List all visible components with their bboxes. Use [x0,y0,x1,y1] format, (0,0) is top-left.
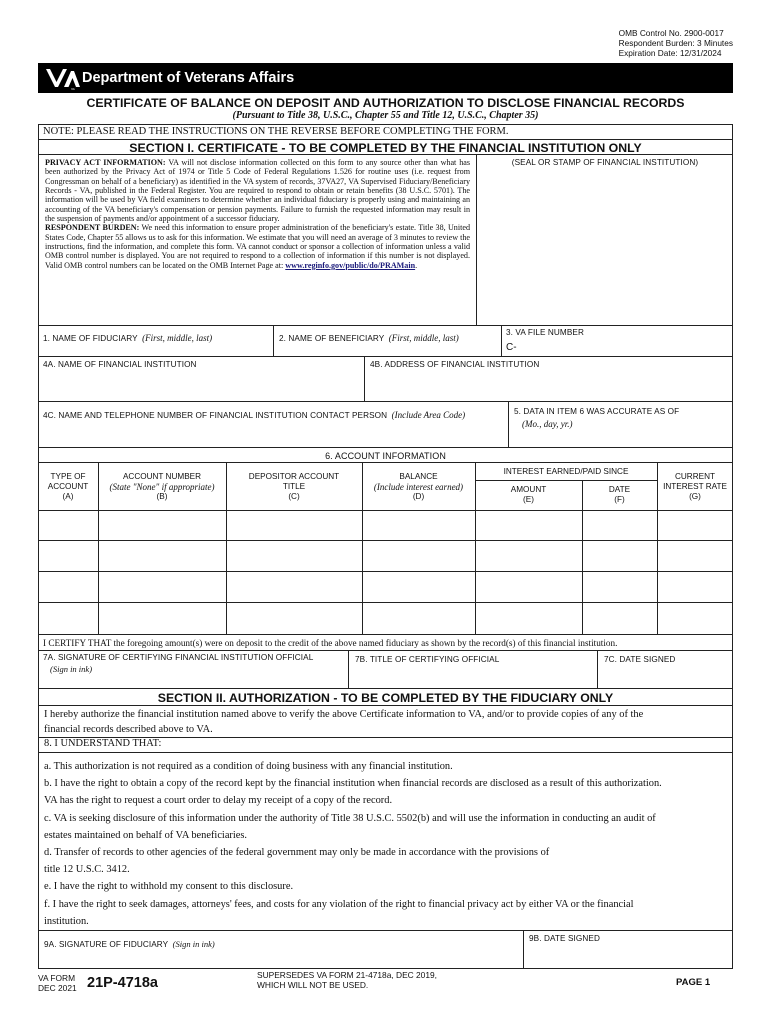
form-subtitle: (Pursuant to Title 38, U.S.C., Chapter 55 and Title 12, U.S.C., Chapter 35) [232,110,539,121]
divider [597,650,598,688]
va-logo-icon [44,66,80,90]
interest-header: INTEREST EARNED/PAID SINCE [503,467,629,476]
col-g-header: CURRENT INTEREST RATE (G) [663,472,727,501]
respondent-burden: Respondent Burden: 3 Minutes [618,38,733,48]
omb-control-number: OMB Control No. 2900-0017 [618,28,724,38]
privacy-act-block: PRIVACY ACT INFORMATION: VA will not disclose information collected on this form to any source other than what has been authorized by the Privacy Act of 1974 or Title 5 Code of Federal Regulations 1.526 for routine uses (i.e. request from Congressman on behalf of a beneficiary) as identified in the VA system of records, 37VA27, VA Supervised Fiduciary/Beneficiary Records - VA, published in the Federal Register. You are required to respond to obtain or retain benefits (38 U.S.C. 5701). The information will be used by VA field examiners to determine whether an individual fiduciary is properly using and maintaining an accounting of the VA beneficiary's compensation or pension payments. Failure to furnish the requested information may result in the suspension of payments and/or appointment of a successor fiduciary. RESPONDENT BURDEN: We need this information to ensure proper administration of the beneficiary's estate. Title 38, United States Code, Chapter 55 allows us to ask for this information. We estimate that you will need an average of 3 minutes to review the instructions, find the information, and complete this form. VA cannot conduct or sponsor a collection of information unless a valid OMB control number is displayed. You are not required to respond to a collection of information if this number is not displayed. Valid OMB control numbers can be located on the OMB Internet Page at: www.reginfo.gov/public/do/PRAMain. [45,158,470,270]
section2-heading-row [38,688,733,706]
page-number: PAGE 1 [676,977,711,988]
expiration-date: Expiration Date: 12/31/2024 [618,48,722,58]
section1-heading: SECTION I. CERTIFICATE - TO BE COMPLETED BY THE FINANCIAL INSTITUTION ONLY [129,141,642,155]
section1-heading-row [38,139,733,155]
omb-info [619,28,733,58]
understand-item: a. This authorization is not required as a condition of doing business with any financial institution. [44,761,453,772]
account-info-heading-row [38,447,733,463]
form-number: 21P-4718a [87,975,158,991]
certify-statement: I CERTIFY THAT the foregoing amount(s) were on deposit to the credit of the above named fiduciary as shown by the record(s) of this financial institution. [38,634,733,650]
date-signed-label: 7C. DATE SIGNED [604,655,676,664]
form-title: CERTIFICATE OF BALANCE ON DEPOSIT AND AUTHORIZATION TO DISCLOSE FINANCIAL RECORDS [86,96,685,110]
institution-name-label: 4A. NAME OF FINANCIAL INSTITUTION [43,360,197,369]
divider [508,401,509,447]
official-signature-hint: (Sign in ink) [50,664,93,674]
seal-stamp-box[interactable] [476,155,733,325]
footer-form-id: VA FORM DEC 2021 [38,973,77,993]
divider [38,752,733,753]
understand-item: VA has the right to request a court order to delay my receipt of a copy of the record. [44,795,393,807]
col-b-header: ACCOUNT NUMBER (State "None" if appropriate) (B) [109,472,215,501]
account-info-heading: 6. ACCOUNT INFORMATION [325,451,446,461]
account-table [38,463,733,634]
official-signature-label: 7A. SIGNATURE OF CERTIFYING FINANCIAL INSTITUTION OFFICIAL [43,653,314,662]
understand-item: b. I have the right to obtain a copy of the record kept by the financial institution when financial records are disclosed as a result of this authorization. [44,778,662,790]
supersedes-note: SUPERSEDES VA FORM 21-4718a, DEC 2019, WHICH WILL NOT BE USED. [257,970,437,990]
agency-header-bar [38,63,733,93]
understand-heading: 8. I UNDERSTAND THAT: [44,738,162,749]
divider [501,325,502,356]
agency-name: Department of Veterans Affairs [82,70,295,86]
va-file-number-label: 3. VA FILE NUMBER [506,328,584,337]
col-d-header: BALANCE (Include interest earned) (D) [373,472,464,501]
understand-item: f. I have the right to seek damages, attorneys' fees, and costs for any violation of the right to financial privacy act by either VA or the financial [44,898,634,910]
va-file-number-field[interactable]: C- [506,342,517,353]
col-a-header: TYPE OF ACCOUNT (A) [47,472,89,501]
omb-link[interactable]: www.reginfo.gov/public/do/PRAMain [285,260,416,270]
understand-item: institution. [44,915,89,927]
interest-subdivider [475,480,657,481]
divider [364,356,365,401]
understand-item: c. VA is seeking disclosure of this information under the authority of Title 38 U.S.C. 5502(b) and will use the information in conducting an audit of [44,812,656,824]
contact-person-label: 4C. NAME AND TELEPHONE NUMBER OF FINANCIAL INSTITUTION CONTACT PERSON (Include Area Code) [43,410,466,420]
privacy-act-title: PRIVACY ACT INFORMATION: [45,158,166,167]
col-e-header: AMOUNT (E) [510,485,547,504]
instructions-note: NOTE: PLEASE READ THE INSTRUCTIONS ON THE REVERSE BEFORE COMPLETING THE FORM. [43,126,509,137]
beneficiary-name-label: 2. NAME OF BENEFICIARY (First, middle, last) [279,333,459,343]
understand-item: estates maintained on behalf of VA beneficiaries. [44,829,248,841]
section2-heading: SECTION II. AUTHORIZATION - TO BE COMPLETED BY THE FIDUCIARY ONLY [157,691,614,705]
privacy-act-text: VA will not disclose information collected on this form to any source other than what has been authorized by the Privacy Act of 1974 or Title 5 Code of Federal Regulations 1.526 for routine uses (i.e. request from Congressman on behalf of a beneficiary) as identified in the VA system of records, 37VA27, VA Supervised Fiduciary/Beneficiary Records - VA, published in the Federal Register. You are required to respond to obtain or retain benefits (38 U.S.C. 5701). The information will be used by VA field examiners to determine whether an individual fiduciary is properly using and maintaining an accounting of the VA beneficiary's compensation or pension payments. Failure to furnish the requested information may result in the suspension of payments and/or appointment of a successor fiduciary. [45,158,470,224]
understand-item: title 12 U.S.C. 3412. [44,864,130,876]
col-f-header: DATE (F) [608,485,631,504]
fiduciary-signature-field[interactable] [38,930,523,969]
fiduciary-name-label: 1. NAME OF FIDUCIARY (First, middle, last) [43,333,213,343]
seal-stamp-label: (SEAL OR STAMP OF FINANCIAL INSTITUTION) [511,158,699,167]
understand-item: d. Transfer of records to other agencies of the federal government may only be made in accordance with the provisions of [44,847,550,859]
fiduciary-date-label: 9B. DATE SIGNED [529,934,600,943]
institution-address-label: 4B. ADDRESS OF FINANCIAL INSTITUTION [370,360,540,369]
understand-list [44,758,734,930]
table-row[interactable] [38,511,733,540]
fiduciary-signature-label: 9A. SIGNATURE OF FIDUCIARY (Sign in ink) [44,939,215,949]
authorization-text: I hereby authorize the financial institution named above to verify the above Certificate information to VA, and/or to provide copies of any of the financial records described above to VA. [44,709,644,735]
data-accurate-hint: (Mo., day, yr.) [522,419,573,429]
understand-item: e. I have the right to withhold my consent to this disclosure. [44,881,294,893]
data-accurate-label: 5. DATA IN ITEM 6 WAS ACCURATE AS OF [514,407,680,416]
divider [348,650,349,688]
col-c-header: DEPOSITOR ACCOUNT TITLE (C) [248,472,340,501]
respondent-burden-text: We need this information to ensure proper administration of the beneficiary's estate. Title 38, United States Code, Chapter 55 allows us to ask for this information. We estimate that you will need an average of 3 minutes to review the instructions, find the information, and complete this form. VA cannot conduct or sponsor a collection of information unless a valid OMB control number is displayed. You are not required to respond to a collection of information if this number is not displayed. Valid OMB control numbers can be located on the OMB Internet Page at: [45,223,470,270]
table-row[interactable] [38,572,733,602]
table-row[interactable] [38,603,733,634]
fiduciary-date-field[interactable] [523,930,733,969]
svg-text:VA: VA [71,87,75,90]
table-row[interactable] [38,541,733,571]
divider [273,325,274,356]
respondent-burden-title: RESPONDENT BURDEN: [45,223,140,233]
official-title-label: 7B. TITLE OF CERTIFYING OFFICIAL [355,655,500,664]
